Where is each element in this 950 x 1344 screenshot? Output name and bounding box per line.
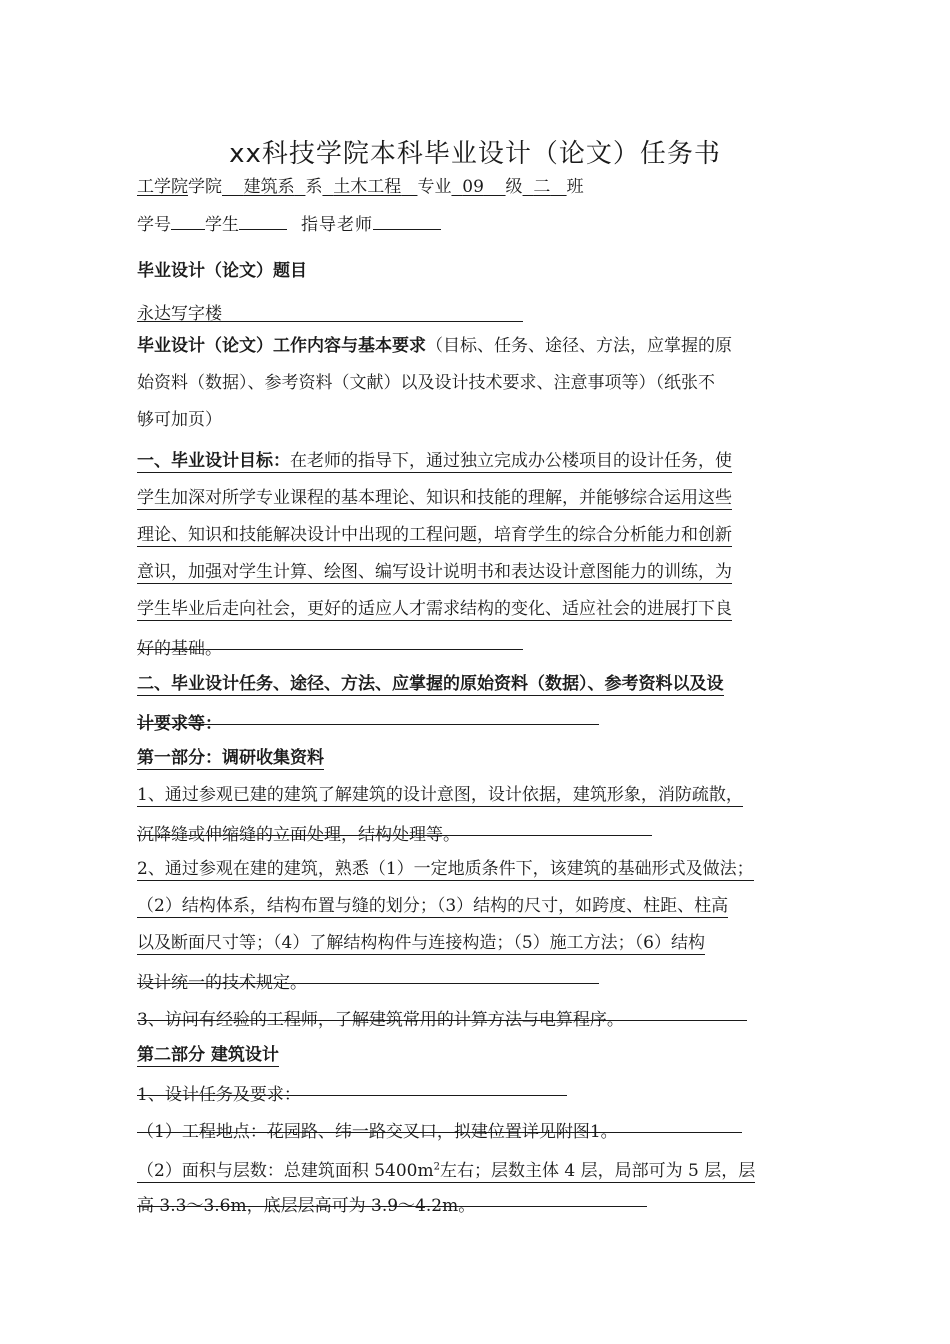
grade-label: 级 [505, 177, 523, 197]
student-label: 学生 [205, 215, 239, 235]
work-note-1: （目标、任务、途径、方法，应掌握的原 [426, 336, 732, 356]
section-1-heading: 一、毕业设计目标： [137, 451, 290, 471]
document-title: xx科技学院本科毕业设计（论文）任务书 [229, 139, 721, 169]
part-1 [137, 740, 817, 1036]
section-2-line2: 计要求等： [137, 714, 222, 734]
part-2-item1-1: （1）工程地点：花园路、纬一路交叉口，拟建位置详见附图1。 [137, 1122, 618, 1142]
section-1-line5: 学生毕业后走向社会，更好的适应人才需求结构的变化、适应社会的进展打下良 [137, 599, 732, 619]
student-id-label: 学号 [137, 215, 171, 235]
section-2-line1: 二、毕业设计任务、途径、方法、应掌握的原始资料（数据）、参考资料以及设 [137, 674, 724, 694]
info-line [137, 176, 584, 198]
work-note-2: 始资料（数据）、参考资料（文献）以及设计技术要求、注意事项等）（纸张不 [137, 373, 715, 393]
part-2-heading: 第二部分 建筑设计 [137, 1045, 279, 1065]
topic-line [137, 300, 523, 322]
advisor-label: 指导老师 [301, 215, 373, 235]
topic-value: 永达写字楼 [137, 304, 222, 324]
part-1-heading: 第一部分：调研收集资料 [137, 748, 324, 768]
superscript-2: 2 [433, 1161, 440, 1172]
part-2-item1-2-b: 左右；层数主体 4 层，局部可为 5 层，层 [439, 1160, 756, 1181]
part-1-item3: 3、访问有经验的工程师，了解建筑常用的计算方法与电算程序。 [137, 1010, 624, 1030]
section-1-line2: 学生加深对所学专业课程的基本理论、知识和技能的理解，并能够综合运用这些 [137, 488, 732, 508]
section-1-line3: 理论、知识和技能解决设计中出现的工程问题，培育学生的综合分析能力和创新 [137, 525, 732, 545]
work-note-3: 够可加页） [137, 410, 222, 430]
major-label: 专业 [417, 177, 452, 197]
major-value: 土木工程 [333, 177, 402, 197]
grade-value: 09 [462, 177, 484, 197]
section-2 [137, 666, 817, 740]
part-1-item1-line1: 1、通过参观已建的建筑了解建筑的设计意图，设计依据，建筑形象，消防疏散， [137, 785, 743, 805]
part-1-item1-line2: 沉降缝或伸缩缝的立面处理，结构处理等。 [137, 825, 460, 845]
class-value: 二 [533, 177, 551, 197]
school-label: 学院 [188, 177, 222, 197]
student-info-line [137, 212, 441, 236]
part-1-item2-line3: 以及断面尺寸等；（4）了解结构构件与连接构造；（5）施工方法；（6）结构 [137, 933, 705, 953]
section-1 [137, 443, 817, 665]
work-heading: 毕业设计（论文）工作内容与基本要求 [137, 336, 426, 356]
dept-label: 系 [305, 177, 323, 197]
student-name-blank[interactable] [239, 212, 287, 230]
part-1-item2-line4: 设计统一的技术规定。 [137, 973, 307, 993]
work-content-block [137, 328, 817, 439]
part-1-item2-line1: 2、通过参观在建的建筑，熟悉（1）一定地质条件下，该建筑的基础形式及做法； [137, 859, 754, 879]
dept-value: 建筑系 [243, 177, 295, 197]
section-1-line1: 在老师的指导下，通过独立完成办公楼项目的设计任务，使 [290, 451, 732, 471]
part-2-item1-2-line2: 高 3.3～3.6m，底层层高可为 3.9～4.2m。 [137, 1196, 476, 1216]
part-2-item1-2-a: （2）面积与层数：总建筑面积 5400m [137, 1160, 434, 1181]
class-label: 班 [566, 177, 584, 197]
topic-label: 毕业设计（论文）题目 [137, 261, 307, 281]
part-2 [137, 1037, 817, 1222]
section-1-line4: 意识，加强对学生计算、绘图、编写设计说明书和表达设计意图能力的训练，为 [137, 562, 732, 582]
student-id-blank[interactable] [171, 212, 205, 230]
advisor-blank[interactable] [373, 212, 441, 230]
part-2-item1: 1、设计任务及要求： [137, 1085, 301, 1105]
section-1-line6: 好的基础。 [137, 639, 222, 659]
part-1-item2-line2: （2）结构体系，结构布置与缝的划分；（3）结构的尺寸，如跨度、柱距、柱高 [137, 896, 729, 916]
school-value: 工学院 [137, 177, 188, 197]
